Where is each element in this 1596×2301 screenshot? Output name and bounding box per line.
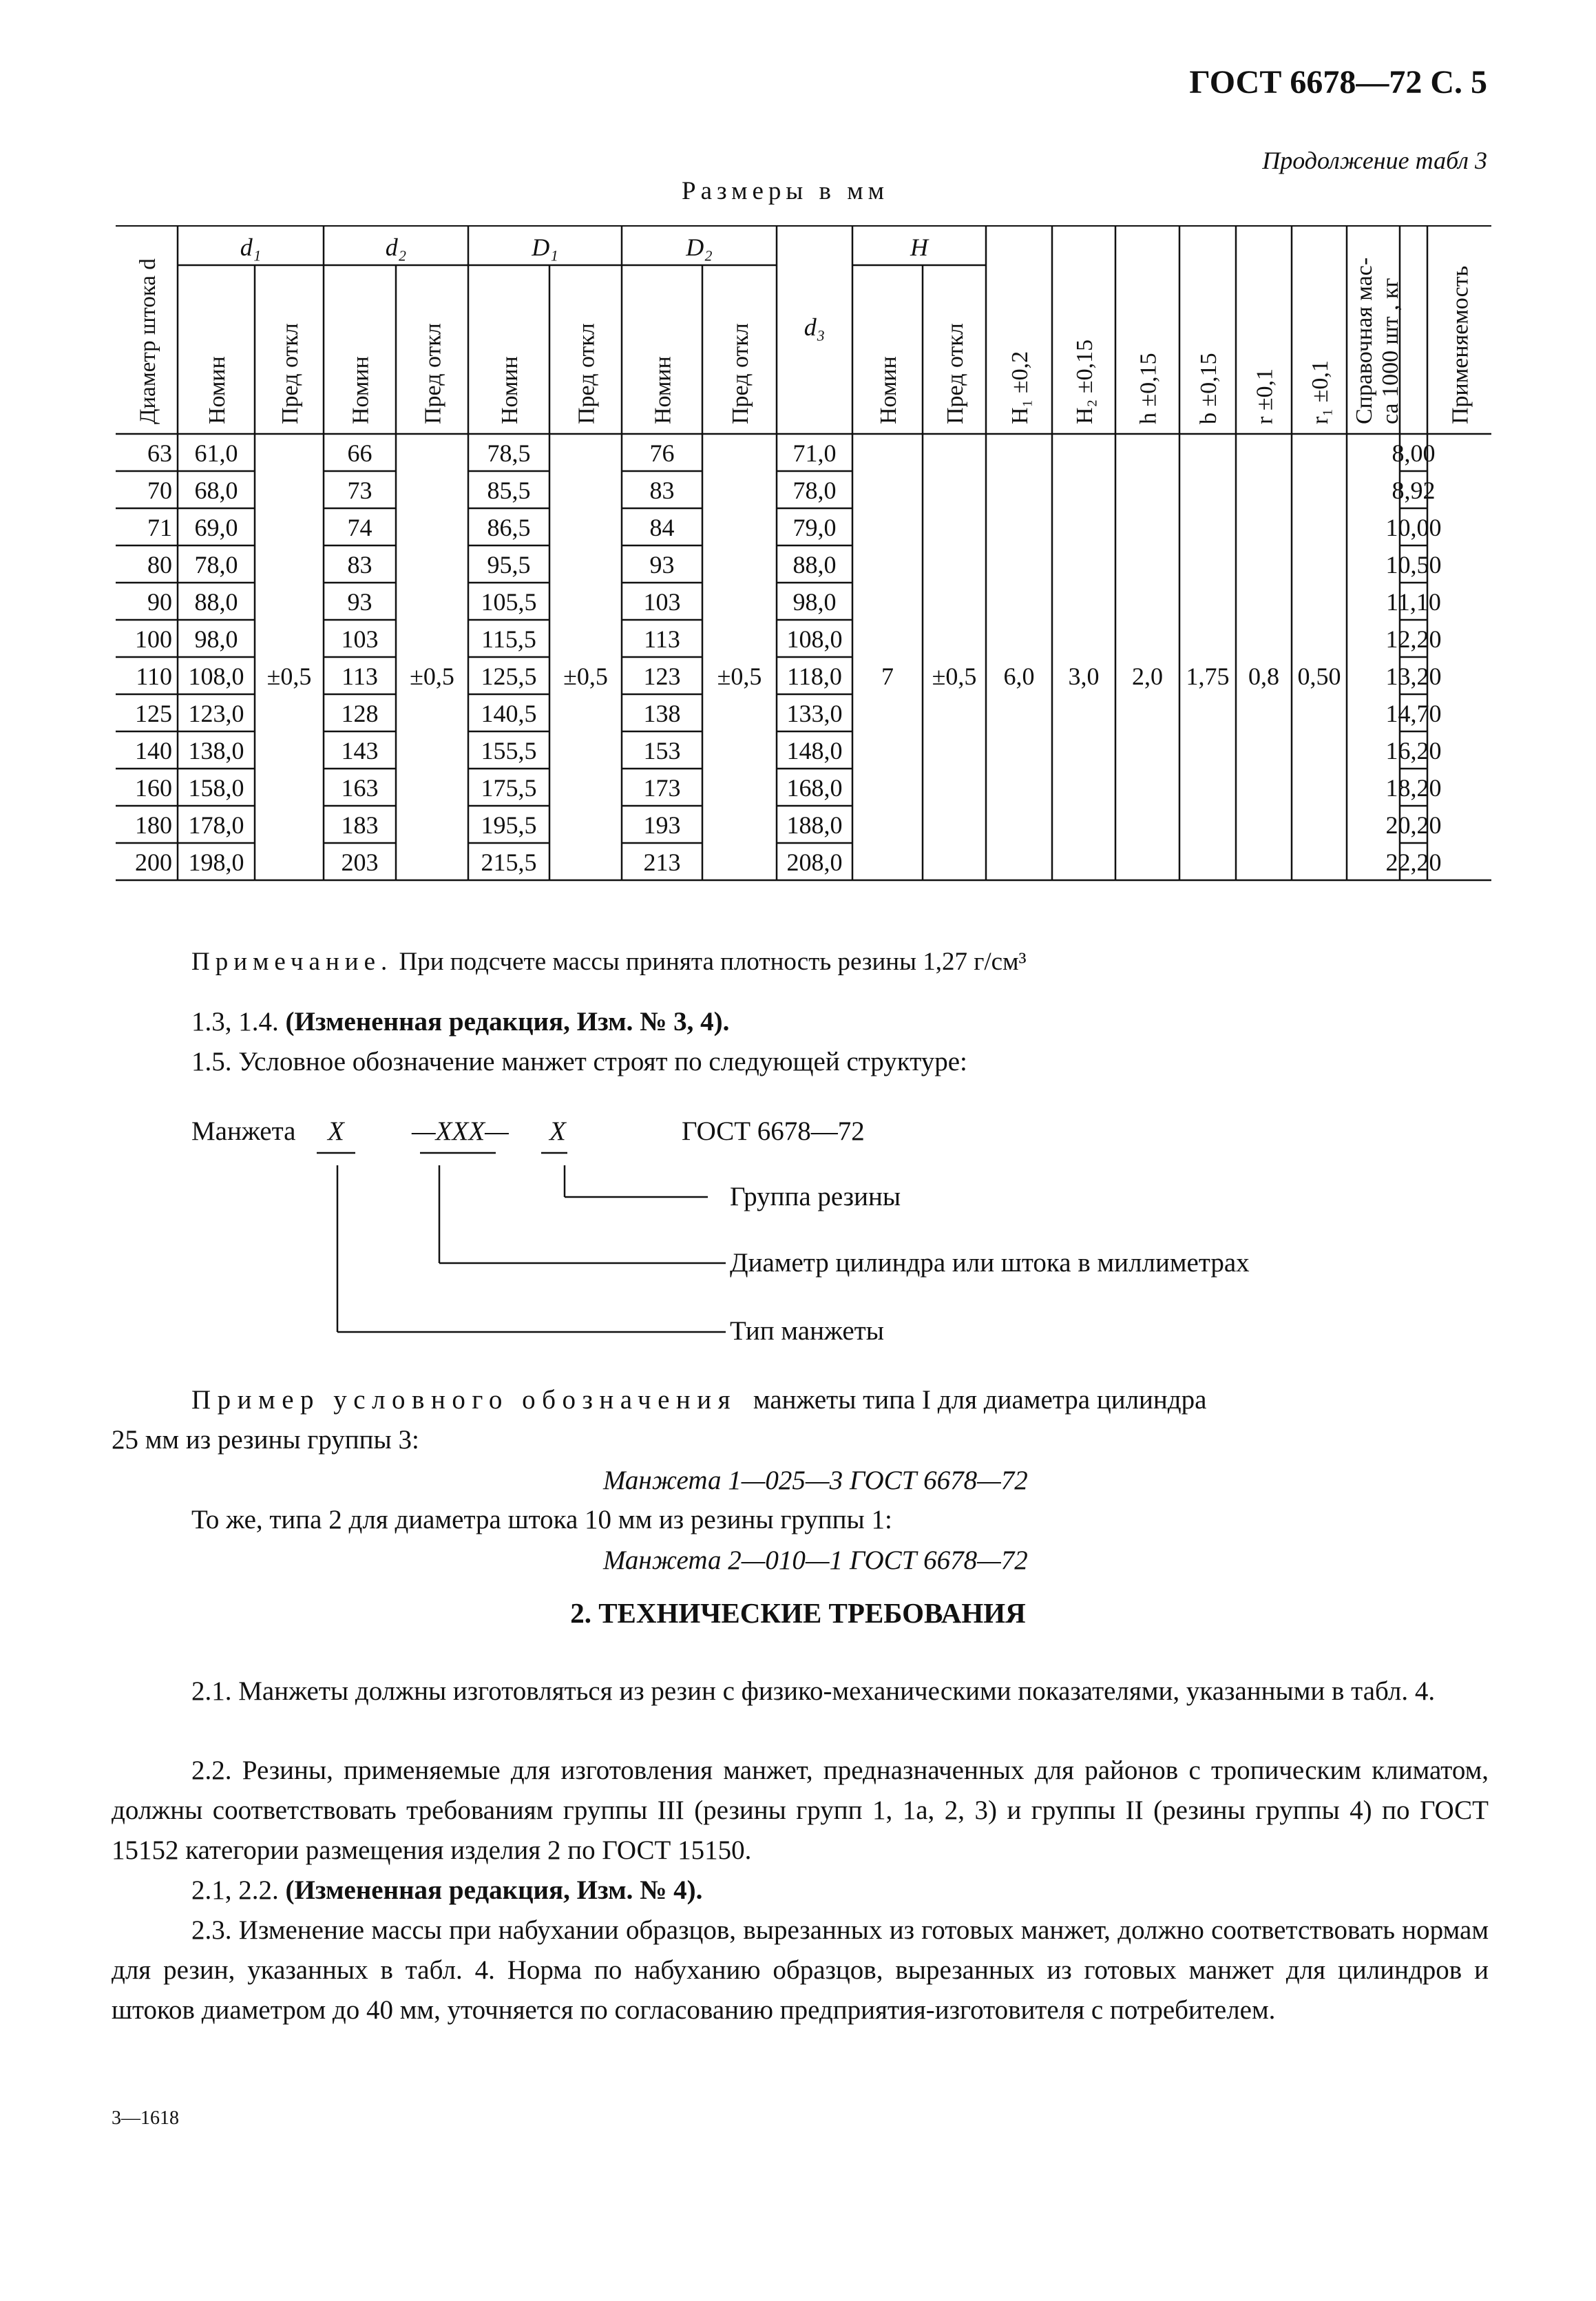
header-deviation: Пред откл — [574, 323, 600, 424]
cell-dev-d1: ±0,5 — [266, 663, 312, 690]
cell-dev-D1: ±0,5 — [563, 663, 608, 690]
cell-d2: 128 — [341, 700, 379, 727]
cell-d3: 208,0 — [786, 848, 843, 876]
example-designation-1: Манжета 1—025—3 ГОСТ 6678—72 — [603, 1466, 1028, 1495]
cell-d2: 73 — [347, 477, 372, 504]
cell-mass: 8,00 — [1392, 439, 1436, 467]
cell-d2: 83 — [347, 551, 372, 579]
header-h: h ±0,15 — [1135, 353, 1162, 424]
paragraph-2-1-2-2-amendment: (Измененная редакция, Изм. № 4). — [285, 1875, 703, 1905]
cell-d1: 68,0 — [194, 477, 238, 504]
scheme-label-diameter: Диаметр цилиндра или штока в миллиметрах — [730, 1248, 1250, 1278]
cell-mass: 22,20 — [1385, 848, 1442, 876]
example-designation-2: Манжета 2—010—1 ГОСТ 6678—72 — [603, 1545, 1028, 1575]
header-d3: d₃ — [804, 313, 826, 341]
cell-d3: 79,0 — [792, 514, 837, 541]
cell-D1: 155,5 — [481, 737, 537, 764]
cell-rod-diameter: 125 — [135, 700, 172, 727]
cell-H-deviation: ±0,5 — [932, 663, 977, 690]
table-continuation-label: Продолжение табл 3 — [1262, 147, 1487, 174]
paragraph-2-3: 2.3. Изменение массы при набухании образцов, вырезанных из готовых манжет, должно соответствовать нормам для резин, указанных в табл. 4. Норма по набуханию образцов, вырезанных из готовых манжет для цилиндров и штоков диаметром до 40 мм, уточняется по согласованию предприятия-изготовителя с потребителем. — [112, 1915, 1489, 2025]
cell-d2: 183 — [341, 811, 379, 839]
header-rod-diameter: Диаметр штока d — [136, 258, 160, 424]
paragraph-1-3-number: 1.3, 1.4. — [191, 1007, 286, 1037]
cell-mass: 10,50 — [1385, 551, 1442, 579]
header-deviation: Пред откл — [943, 323, 968, 424]
paragraph-1-3-amendment: (Измененная редакция, Изм. № 3, 4). — [285, 1007, 730, 1037]
cell-rod-diameter: 70 — [147, 477, 172, 504]
cell-d3: 78,0 — [792, 477, 837, 504]
example-label: Пример условного обозначения — [191, 1385, 737, 1415]
scheme-diameter-symbol: —XXX— — [412, 1116, 509, 1146]
cell-d3: 188,0 — [786, 811, 843, 839]
header-nominal: Номин — [876, 356, 901, 424]
cell-d2: 93 — [347, 588, 372, 616]
cell-H-nominal: 7 — [881, 663, 894, 690]
paragraph-2-1-2-2-number: 2.1, 2.2. — [191, 1875, 286, 1905]
cell-D1: 105,5 — [481, 588, 537, 616]
header-applicability: Применяемость — [1447, 265, 1473, 424]
cell-dev-d2: ±0,5 — [410, 663, 454, 690]
header-r1: r₁ ±0,1 — [1308, 360, 1333, 424]
cell-d1: 88,0 — [194, 588, 238, 616]
header-H: H — [910, 233, 928, 261]
cell-rod-diameter: 200 — [135, 848, 172, 876]
section-2-title: 2. ТЕХНИЧЕСКИЕ ТРЕБОВАНИЯ — [570, 1597, 1026, 1629]
cell-rod-diameter: 90 — [147, 588, 172, 616]
cell-H2: 3,0 — [1068, 663, 1100, 690]
cell-D2: 113 — [644, 625, 680, 653]
cell-d1: 198,0 — [188, 848, 244, 876]
header-mass-line-2: са 1000 шт , кг — [1378, 278, 1403, 424]
paragraph-2-1: 2.1. Манжеты должны изготовляться из резин с физико-механическими показателями, указанными в табл. 4. — [191, 1676, 1436, 1706]
scheme-standard: ГОСТ 6678—72 — [682, 1116, 865, 1146]
cell-D2: 84 — [649, 514, 675, 541]
cell-d2: 66 — [347, 439, 372, 467]
header-deviation: Пред откл — [420, 323, 446, 424]
header-deviation: Пред откл — [277, 323, 303, 424]
cell-rod-diameter: 80 — [147, 551, 172, 579]
cell-D1: 125,5 — [481, 663, 537, 690]
cell-D2: 93 — [649, 551, 675, 579]
header-mass-line-1: Справочная мас- — [1352, 257, 1377, 424]
cell-mass: 12,20 — [1385, 625, 1442, 653]
cell-mass: 16,20 — [1385, 737, 1442, 764]
header-nominal: Номин — [348, 356, 374, 424]
header-d1: d₁ — [240, 233, 262, 261]
cell-mass: 14,70 — [1385, 700, 1442, 727]
table-units-caption: Размеры в мм — [682, 177, 890, 205]
header-deviation: Пред откл — [728, 323, 753, 424]
cell-H1: 6,0 — [1003, 663, 1035, 690]
note-label: Примечание. — [191, 948, 393, 976]
scheme-type-symbol: X — [328, 1116, 344, 1146]
header-nominal: Номин — [204, 356, 230, 424]
cell-D2: 153 — [643, 737, 681, 764]
cell-mass: 8,92 — [1392, 477, 1436, 504]
cell-d1: 69,0 — [194, 514, 238, 541]
cell-D2: 138 — [643, 700, 681, 727]
paragraph-1-5: 1.5. Условное обозначение манжет строят по следующей структуре: — [191, 1047, 967, 1076]
cell-D2: 123 — [643, 663, 681, 690]
designation-scheme — [191, 1112, 1362, 1360]
cell-d1: 158,0 — [188, 774, 244, 802]
table-note — [191, 947, 1027, 977]
header-H1: H₁ ±0,2 — [1007, 351, 1033, 424]
cell-d3: 148,0 — [786, 737, 843, 764]
header-nominal: Номин — [650, 356, 676, 424]
page-footer-code: 3—1618 — [112, 2107, 179, 2129]
header-r: r ±0,1 — [1252, 368, 1278, 424]
cell-D1: 140,5 — [481, 700, 537, 727]
cell-b: 1,75 — [1186, 663, 1230, 690]
cell-mass: 13,20 — [1385, 663, 1442, 690]
cell-d1: 123,0 — [188, 700, 244, 727]
note-text: При подсчете массы принята плотность резины 1,27 г/см³ — [392, 948, 1027, 976]
cell-d2: 143 — [341, 737, 379, 764]
cell-d2: 163 — [341, 774, 379, 802]
cell-mass: 10,00 — [1385, 514, 1442, 541]
cell-dev-D2: ±0,5 — [717, 663, 762, 690]
header-D1: D₁ — [532, 233, 558, 261]
cell-D2: 193 — [643, 811, 681, 839]
cell-mass: 11,10 — [1386, 588, 1441, 616]
cell-d3: 168,0 — [786, 774, 843, 802]
cell-rod-diameter: 110 — [136, 663, 172, 690]
cell-mass: 18,20 — [1385, 774, 1442, 802]
cell-D1: 95,5 — [487, 551, 531, 579]
example-same-type-2: То же, типа 2 для диаметра штока 10 мм из резины группы 1: — [191, 1505, 892, 1534]
header-d2: d₂ — [385, 233, 407, 261]
cell-d2: 74 — [347, 514, 372, 541]
cell-D1: 86,5 — [487, 514, 531, 541]
cell-d1: 178,0 — [188, 811, 244, 839]
header-b: b ±0,15 — [1196, 353, 1221, 424]
cell-d1: 98,0 — [194, 625, 238, 653]
header-H2: H₂ ±0,15 — [1072, 339, 1098, 424]
cell-h: 2,0 — [1132, 663, 1163, 690]
cell-d3: 88,0 — [792, 551, 837, 579]
cell-D2: 76 — [649, 439, 675, 467]
cell-d1: 78,0 — [194, 551, 238, 579]
cell-D1: 195,5 — [481, 811, 537, 839]
cell-d3: 133,0 — [786, 700, 843, 727]
example-line-2: 25 мм из резины группы 3: — [112, 1425, 419, 1455]
cell-d3: 98,0 — [792, 588, 837, 616]
example-text: манжеты типа I для диаметра цилиндра — [753, 1385, 1207, 1415]
cell-D2: 213 — [643, 848, 681, 876]
cell-d2: 203 — [341, 848, 379, 876]
page-header: ГОСТ 6678—72 С. 5 — [1189, 64, 1487, 101]
header-nominal: Номин — [497, 356, 523, 424]
cell-d2: 103 — [341, 625, 379, 653]
scheme-word: Манжета — [191, 1116, 296, 1146]
scheme-group-symbol: X — [549, 1116, 566, 1146]
header-D2: D₂ — [686, 233, 713, 261]
cell-D1: 85,5 — [487, 477, 531, 504]
cell-r1: 0,50 — [1297, 663, 1341, 690]
cell-D1: 78,5 — [487, 439, 531, 467]
cell-rod-diameter: 140 — [135, 737, 172, 764]
dimensions-table — [116, 225, 1491, 900]
cell-D2: 173 — [643, 774, 681, 802]
cell-d1: 108,0 — [188, 663, 244, 690]
cell-d3: 108,0 — [786, 625, 843, 653]
cell-D1: 215,5 — [481, 848, 537, 876]
cell-r: 0,8 — [1248, 663, 1279, 690]
cell-rod-diameter: 100 — [135, 625, 172, 653]
scheme-label-rubber-group: Группа резины — [730, 1182, 901, 1211]
cell-d1: 61,0 — [194, 439, 238, 467]
example-line-1 — [191, 1380, 1487, 1420]
paragraph-2-1-2-2 — [191, 1871, 702, 1910]
cell-D2: 83 — [649, 477, 675, 504]
cell-rod-diameter: 180 — [135, 811, 172, 839]
cell-d2: 113 — [342, 663, 378, 690]
cell-D2: 103 — [643, 588, 681, 616]
paragraph-1-3 — [191, 1002, 729, 1042]
scheme-label-type: Тип манжеты — [730, 1316, 884, 1346]
cell-rod-diameter: 71 — [147, 514, 172, 541]
cell-D1: 115,5 — [481, 625, 536, 653]
cell-D1: 175,5 — [481, 774, 537, 802]
cell-d3: 71,0 — [792, 439, 837, 467]
cell-d1: 138,0 — [188, 737, 244, 764]
paragraph-2-2: 2.2. Резины, применяемые для изготовления манжет, предназначенных для районов с тропическим климатом, должны соответствовать требованиям группы III (резины групп 1, 1а, 2, 3) и группы II (резины группы 4) по ГОСТ 15152 категории размещения изделия 2 по ГОСТ 15150. — [112, 1756, 1489, 1865]
cell-mass: 20,20 — [1385, 811, 1442, 839]
cell-rod-diameter: 160 — [135, 774, 172, 802]
cell-rod-diameter: 63 — [147, 439, 172, 467]
cell-d3: 118,0 — [787, 663, 842, 690]
